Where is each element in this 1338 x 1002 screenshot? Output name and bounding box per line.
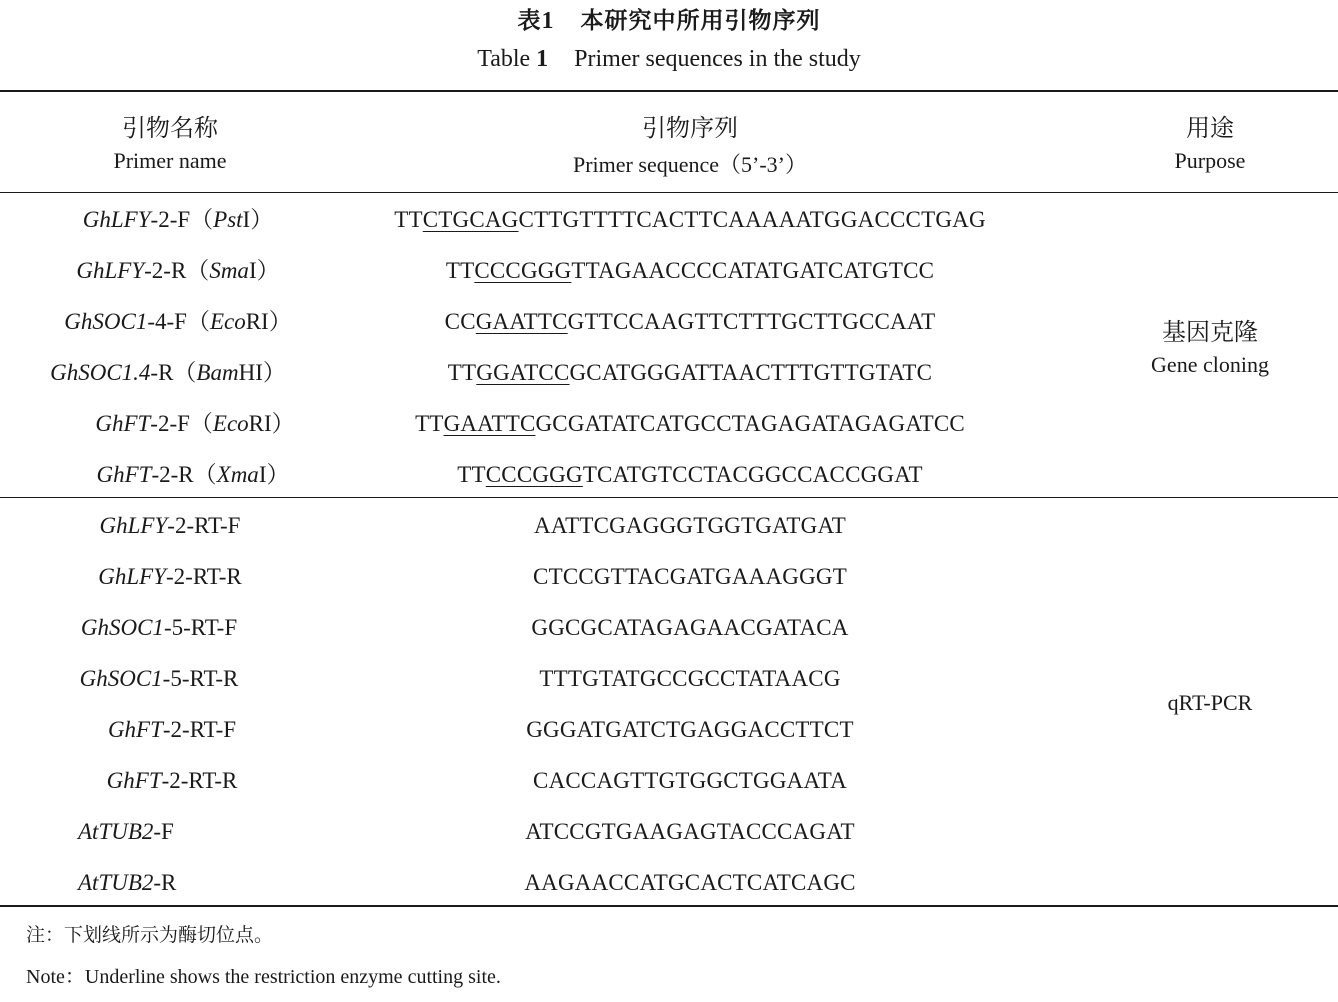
primer-sequence: CTCCGTTACGATGAAAGGGT: [533, 564, 847, 589]
primer-name: GhFT-2-R（XmaI）: [96, 462, 290, 487]
table-title-en: [0, 46, 1338, 73]
primer-name: GhLFY-2-R（SmaI）: [76, 258, 280, 283]
table-number: 1: [541, 8, 555, 34]
primer-sequence: CCGAATTCGTTCCAAGTTCTTTGCTTGCCAAT: [444, 309, 936, 334]
group-divider-rule: [0, 497, 1338, 498]
restriction-site: CTGCAG: [422, 207, 519, 232]
primer-name: AtTUB2-F: [78, 819, 174, 844]
primer-sequence: TTCCCGGGTCATGTCCTACGGCCACCGGAT: [457, 462, 923, 487]
purpose-gene-cloning-cn: 基因克隆: [1162, 318, 1258, 346]
primer-sequence: AATTCGAGGGTGGTGATGAT: [534, 513, 846, 538]
table-title-en-text: Primer sequences in the study: [574, 46, 861, 72]
primer-name: GhSOC1-5-RT-F: [80, 615, 238, 640]
header-name-en: Primer name: [113, 148, 227, 173]
primer-name: GhLFY-2-RT-R: [98, 564, 242, 589]
primer-name: GhFT-2-RT-R: [106, 768, 238, 793]
restriction-site: GGATCC: [476, 360, 570, 385]
primer-sequence: TTGGATCCGCATGGGATTAACTTTGTTGTATC: [447, 360, 933, 385]
header-rule: [0, 192, 1338, 193]
primer-name: GhSOC1-5-RT-R: [79, 666, 239, 691]
restriction-site: GAATTC: [475, 309, 568, 334]
header-seq-cn: 引物序列: [642, 114, 738, 142]
header-purpose-cn: 用途: [1186, 114, 1234, 142]
primer-sequence: TTCTGCAGCTTGTTTTCACTTCAAAAATGGACCCTGAG: [394, 207, 986, 232]
header-seq-en: Primer sequence（5’-3’）: [573, 152, 807, 177]
primer-name: GhFT-2-F（EcoRI）: [95, 411, 295, 436]
primer-sequence: TTCCCGGGTTAGAACCCCATATGATCATGTCC: [445, 258, 935, 283]
restriction-site: CCCGGG: [474, 258, 572, 283]
top-rule: [0, 90, 1338, 92]
primer-name: GhSOC1-4-F（EcoRI）: [64, 309, 292, 334]
primer-sequence: ATCCGTGAAGAGTACCCAGAT: [525, 819, 855, 844]
table-title-cn: [0, 2, 1338, 35]
primer-sequence: CACCAGTTGTGGCTGGAATA: [533, 768, 847, 793]
primer-name: GhLFY-2-RT-F: [99, 513, 241, 538]
header-purpose-en: Purpose: [1174, 148, 1246, 173]
primer-sequence: AAGAACCATGCACTCATCAGC: [524, 870, 856, 895]
primer-name: GhSOC1.4-R（BamHI）: [50, 360, 286, 385]
table-title-cn-prefix: 表: [517, 8, 542, 34]
table-title-en-prefix: Table: [477, 46, 531, 72]
table-number-en: 1: [536, 46, 549, 72]
table-title-cn-text: 本研究中所用引物序列: [580, 8, 821, 34]
primer-name: GhFT-2-RT-F: [107, 717, 237, 742]
header-name-cn: 引物名称: [122, 114, 218, 142]
bottom-rule: [0, 905, 1338, 907]
purpose-qrt-pcr: qRT-PCR: [1167, 690, 1253, 715]
purpose-gene-cloning-en: Gene cloning: [1151, 352, 1269, 377]
primer-name: GhLFY-2-F（PstI）: [82, 207, 274, 232]
primer-sequence: GGCGCATAGAGAACGATACA: [531, 615, 849, 640]
restriction-site: CCCGGG: [485, 462, 583, 487]
restriction-site: GAATTC: [443, 411, 536, 436]
footnote-cn: 注：下划线所示为酶切位点。: [26, 924, 274, 946]
footnote-en: Note：Underline shows the restriction enzyme cutting site.: [26, 966, 501, 988]
primer-sequence: GGGATGATCTGAGGACCTTCT: [526, 717, 854, 742]
primer-sequence: TTTGTATGCCGCCTATAACG: [539, 666, 841, 691]
primer-name: AtTUB2-R: [78, 870, 177, 895]
primer-sequence: TTGAATTCGCGATATCATGCCTAGAGATAGAGATCC: [415, 411, 965, 436]
